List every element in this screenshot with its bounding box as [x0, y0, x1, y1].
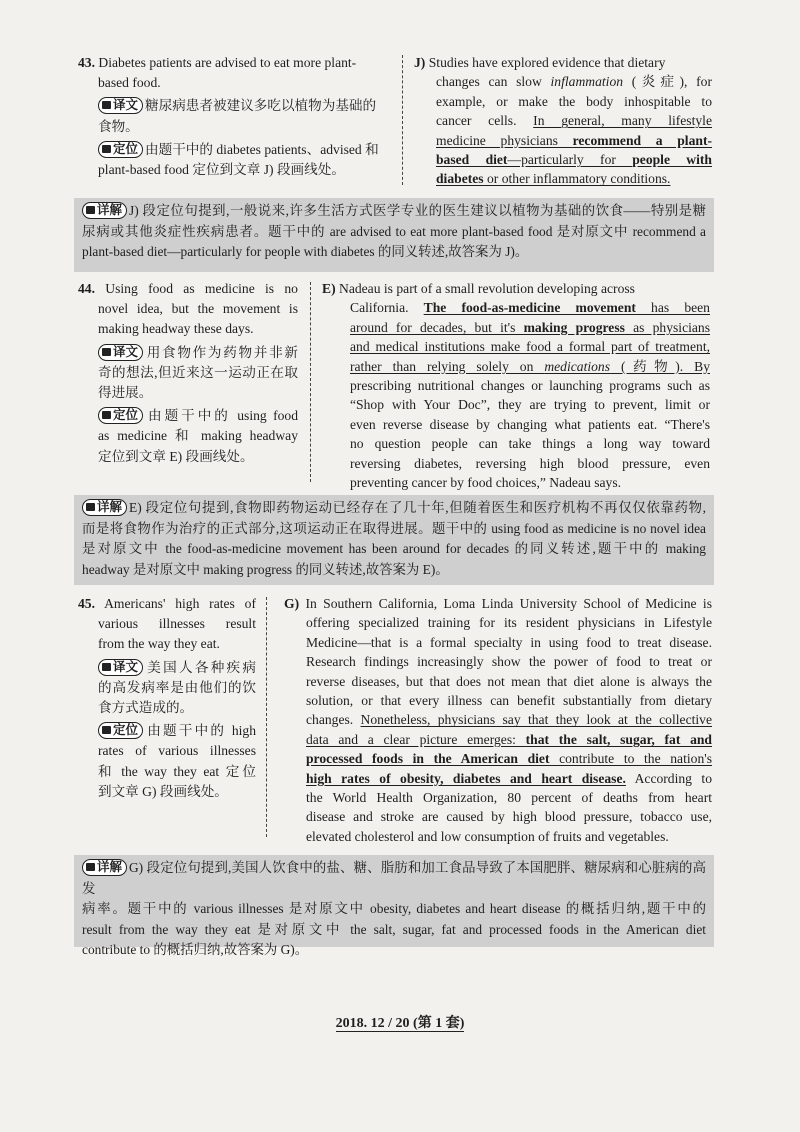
locate-tag: 定位 — [98, 141, 143, 158]
book-icon — [102, 348, 111, 356]
question-text-line: Diabetes patients are advised to eat more plant- — [98, 55, 357, 70]
book-icon — [102, 411, 111, 419]
book-icon — [86, 206, 95, 214]
question-number: 43. — [78, 55, 95, 70]
question-45: 45. Americans' high rates of various illnesses result from the way they eat. 译文 美国人各种疾病 的高发病率是由他们的饮 食方式造成的。 定位 由题干中的 high rates of various illnesses 和 the way they eat 定位 到文章 G) 段画线处。 — [78, 596, 256, 799]
passage-label: J) — [414, 55, 426, 70]
underlined-sentence: In general, many lifestyle — [533, 113, 712, 129]
explain-tag: 详解 — [82, 499, 127, 516]
question-44: 44. Using food as medicine is no novel idea, but the movement is making headway these days. 译文 用食物作为药物并非新 奇的想法,但近来这一运动正在取 得进展。 定位 由题干中的 using food as medicine 和 making headway 定位到文章 E) 段画线处。 — [78, 281, 298, 464]
translation-tag: 译文 — [98, 344, 143, 361]
book-icon — [102, 663, 111, 671]
translation-tag: 译文 — [98, 659, 143, 676]
question-43 — [78, 53, 396, 180]
page-number: 2018. 12 / 20 (第 1 套) — [335, 1016, 465, 1031]
translation-text: 食物。 — [98, 118, 139, 134]
translation-tag: 译文 — [98, 97, 143, 114]
passage-E: E) Nadeau is part of a small revolution developing across California. The food-as-medicine movement has been around for decades, but it's making progress as physicians and medical institutions make food a formal part of treatment, rather than relying solely on medications (药物). By prescribing nutritional changes or launching programs such as “Shop with Your Doc”, they are trying to prevent, limit or even reverse disease by changing what patients eat. “There's no question people can take things a long way toward reversing diabetes, reversing high blood pressure, even preventing cancer by food choices,” Nadeau says. — [322, 281, 710, 491]
explanation-44: 详解 E) 段定位句提到,食物即药物运动已经存在了几十年,但随着医生和医疗机构不再仅仅依靠药物, 而是将食物作为治疗的正式部分,这项运动正在取得进展。题干中的 using food as medicine is no novel idea 是对原文中 the food-as-medicine movement has been around for decades 的同义转述,题干中的 making headway 是对原文中 making progress 的同义转述,故答案为 E)。 — [74, 495, 714, 585]
passage-label: G) — [284, 596, 300, 611]
book-icon — [102, 726, 111, 734]
locate-tag: 定位 — [98, 722, 143, 739]
explain-tag: 详解 — [82, 202, 127, 219]
locate-tag: 定位 — [98, 407, 143, 424]
page-footer — [0, 1012, 800, 1032]
passage-G: G) In Southern California, Loma Linda University School of Medicine is offering specialized training for its resident physicians in Lifestyle Medicine—that is a formal specialty in using food to treat disease. Research findings increasingly show the power of food to treat or reverse diseases, but that does not mean that diet alone is always the solution, or that every illness can benefit substantially from dietary changes. Nonetheless, physicians say that they look at the collective data and a clear picture emerges: that the salt, sugar, fat and processed foods in the American diet contribute to the nation's high rates of obesity, diabetes and heart disease. According to the World Health Organization, 80 percent of deaths from heart disease and stroke are caused by high blood pressure, tobacco use, elevated cholesterol and low consumption of fruits and vegetables. — [284, 596, 713, 844]
question-number: 45. — [78, 596, 95, 611]
passage-label: E) — [322, 281, 336, 296]
column-separator — [266, 597, 267, 837]
translation-text: 糖尿病患者被建议多吃以植物为基础的 — [145, 98, 377, 114]
column-separator — [402, 55, 403, 185]
locate-text: plant-based food 定位到文章 J) 段画线处。 — [98, 162, 345, 178]
question-text-line: based food. — [98, 75, 161, 91]
book-icon — [86, 863, 95, 871]
book-icon — [102, 145, 111, 153]
column-separator — [310, 282, 311, 482]
question-number: 44. — [78, 281, 95, 296]
explanation-45: 详解 G) 段定位句提到,美国人饮食中的盐、糖、脂肪和加工食品导致了本国肥胖、糖尿病和心脏病的高发 病率。题干中的 various illnesses 是对原文中 obesity, diabetes and heart disease 的概括归纳,题干中的 result from the way they eat 是对原文中 the salt, sugar, fat and processed foods in the American diet contribute to 的概括归纳,故答案为 G)。 — [74, 855, 714, 947]
passage-J: J) Studies have explored evidence that dietary changes can slow inflammation (炎症), for example, or make the body inhospitable to cancer cells. In general, many lifestyle medicine physicians recommend a plant- based diet—particularly for people with diabetes or other inflammatory conditions. — [414, 55, 712, 187]
explain-tag: 详解 — [82, 859, 127, 876]
explanation-43: 详解 J) 段定位句提到,一般说来,许多生活方式医学专业的医生建议以植物为基础的饮食——特别是糖 尿病或其他炎症性疾病患者。题干中的 are advised to eat more plant-based food 是对原文中 recommend a plant-based diet—particularly for people with diabetes 的同义转述,故答案为 J)。 — [74, 198, 714, 272]
book-icon — [86, 503, 95, 511]
locate-text: 由题干中的 diabetes patients、advised 和 — [145, 141, 379, 157]
book-icon — [102, 101, 111, 109]
